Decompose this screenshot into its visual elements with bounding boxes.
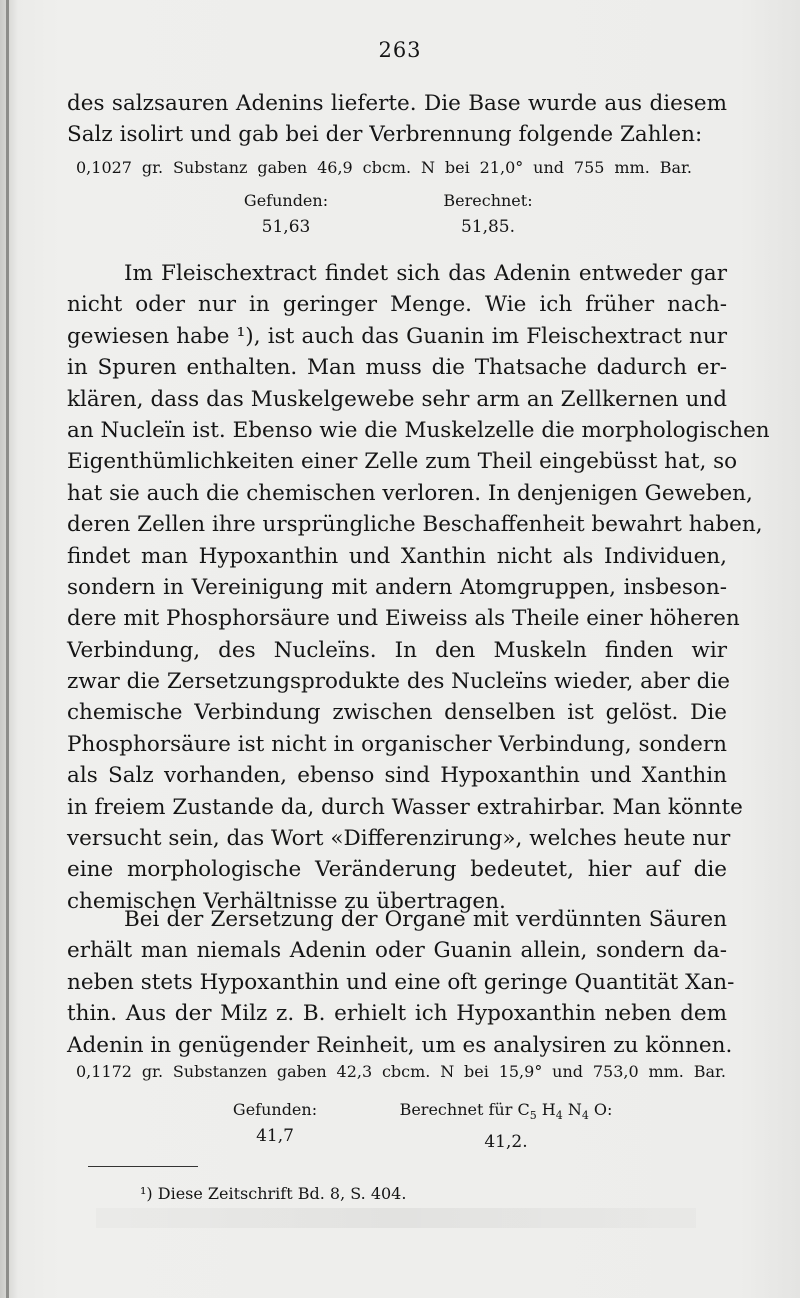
intro-text [67,88,727,151]
show-through-shadow [96,1208,696,1228]
found-label: Gefunden: [243,191,329,210]
result-calculated-1 [418,188,558,240]
binding-edge [6,0,9,1298]
paragraph-1 [67,258,770,917]
calculated-label: Berechnet für $C_5$ $H_4$ $N_4$ O: [399,1100,613,1123]
text-line: zwar die Zersetzungsprodukte des Nucleïns wieder, aber die [67,669,730,695]
footnote-divider [88,1166,198,1167]
found-value: 41,7 [256,1126,294,1146]
text-line: findet man Hypoxanthin und Xanthin nicht als Individuen, [67,543,727,569]
text-line: Adenin in genügender Reinheit, um es analysiren zu können. [67,1032,733,1058]
text-line: hat sie auch die chemischen verloren. In denjenigen Geweben, [67,480,753,506]
text-line: Im Fleischextract findet sich das Adenin entweder gar [124,261,727,286]
text-line: versucht sein, das Wort «Differenzirung», welches heute nur [67,826,731,852]
text-line: des salzsauren Adenins lieferte. Die Base wurde aus diesem [67,91,727,116]
text-line: eine morphologische Veränderung bedeutet, hier auf die [67,857,727,883]
text-line: Verbindung, des Nucleïns. In den Muskeln finden wir [67,637,727,663]
text-line: in Spuren enthalten. Man muss die Thatsache dadurch er- [67,355,727,381]
page-number: 263 [378,38,422,62]
text-line: dere mit Phosphorsäure und Eiweiss als Theile einer höheren [67,606,740,632]
text-line: nicht oder nur in geringer Menge. Wie ich früher nach- [67,292,727,318]
text-line: Eigenthümlichkeiten einer Zelle zum Theil eingebüsst hat, so [67,449,738,475]
text-line: chemischen Verhältnisse zu übertragen. [67,888,506,914]
measurement-2: 0,1172 gr. Substanzen gaben 42,3 cbcm. N bei 15,9° und 753,0 mm. Bar. [76,1062,726,1081]
text-line: an Nucleïn ist. Ebenso wie die Muskelzelle die morphologischen [67,417,770,443]
text-line: deren Zellen ihre ursprüngliche Beschaffenheit bewahrt haben, [67,512,763,538]
measurement-1: 0,1027 gr. Substanz gaben 46,9 cbcm. N bei 21,0° und 755 mm. Bar. [76,158,692,177]
text-line: klären, dass das Muskelgewebe sehr arm an Zellkernen und [67,386,727,412]
result-calculated-2 [386,1097,626,1155]
text-line: neben stets Hypoxanthin und eine oft geringe Quantität Xan- [67,969,735,995]
text-line: in freiem Zustande da, durch Wasser extrahirbar. Man könnte [67,794,743,820]
paragraph-2 [67,904,735,1061]
text-line: erhält man niemals Adenin oder Guanin allein, sondern da- [67,938,727,964]
footnote: ¹) Diese Zeitschrift Bd. 8, S. 404. [140,1184,407,1203]
text-line: thin. Aus der Milz z. B. erhielt ich Hypoxanthin neben dem [67,1001,727,1027]
found-label: Gefunden: [232,1100,318,1119]
calculated-label: Berechnet: [443,191,533,210]
text-line: Salz isolirt und gab bei der Verbrennung folgende Zahlen: [67,122,703,148]
text-line: gewiesen habe ¹), ist auch das Guanin im Fleischextract nur [67,323,727,349]
text-line: sondern in Vereinigung mit andern Atomgruppen, insbeson- [67,574,727,600]
result-found-2 [210,1097,340,1149]
text-line: Bei der Zersetzung der Organe mit verdünnten Säuren [124,907,727,932]
text-line: Phosphorsäure ist nicht in organischer Verbindung, sondern [67,731,727,757]
result-found-1 [216,188,356,240]
calculated-value: 51,85. [460,217,516,237]
text-line: als Salz vorhanden, ebenso sind Hypoxanthin und Xanthin [67,763,727,789]
text-line: chemische Verbindung zwischen denselben ist gelöst. Die [67,700,727,726]
found-value: 51,63 [261,217,311,237]
calculated-value: 41,2. [484,1132,528,1153]
